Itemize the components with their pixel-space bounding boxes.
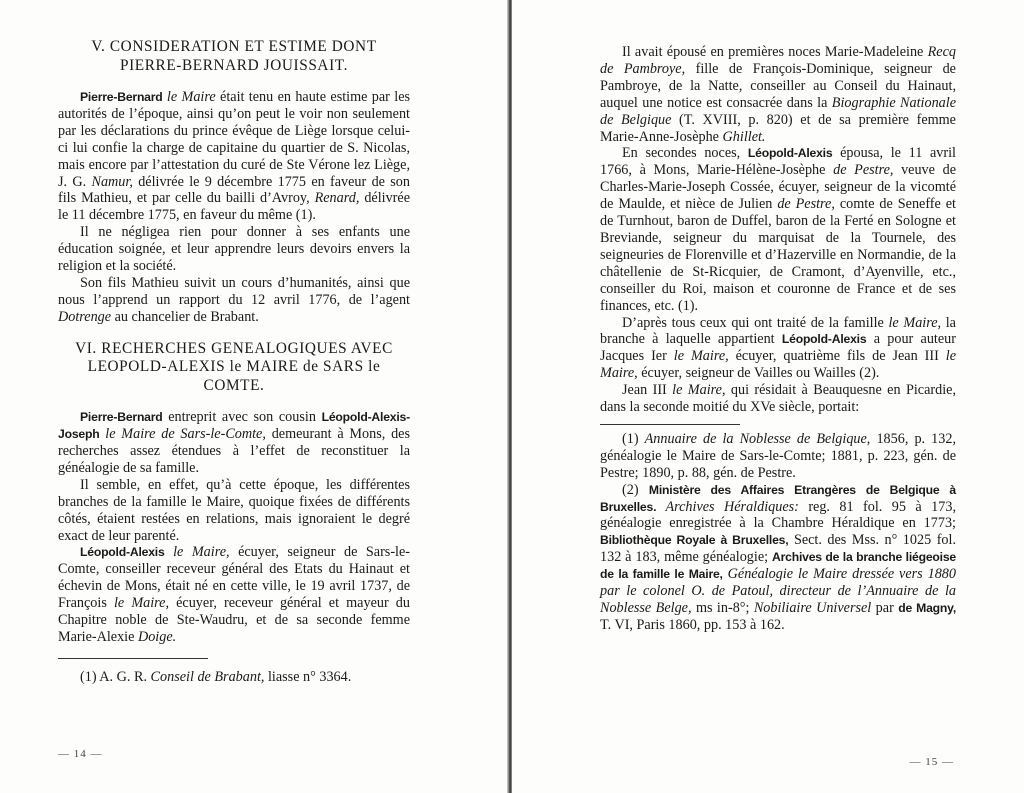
- text: liasse n° 3364.: [264, 668, 352, 685]
- surname: de Pestre,: [777, 196, 835, 213]
- text: était tenu en haute estime par les autorités de l’époque, ainsi qu’on peut le voir non seulement par les déclarations du prince évêque de Liège lorsque celui-ci lui confie la charge de capitaine du quartier de S. Nicolas, mais encore par l’attestation du curé de Ste Vérone lez Liège, J. G.: [58, 89, 411, 190]
- text: reg. 81 fol. 95 à 173, généalogie enregistrée à la Chambre Héraldique en 1773;: [600, 498, 956, 532]
- surname: le Maire,: [113, 595, 170, 612]
- section-6-title-line1: VI. RECHERCHES GENEALOGIQUES AVEC: [75, 339, 393, 357]
- paragraph: [600, 145, 956, 314]
- surname: Ghillet.: [722, 128, 766, 145]
- footnote: [600, 431, 956, 482]
- source-title: Nobiliaire Universel: [753, 600, 872, 616]
- text: écuyer, quatrième fils de Jean III: [728, 348, 946, 365]
- text: ms in-8°;: [691, 600, 754, 616]
- section-5-title: [58, 38, 410, 75]
- text: T. VI, Paris 1860, pp. 153 à 162.: [600, 616, 785, 633]
- person-name: Léopold-Alexis: [80, 545, 165, 560]
- name-renard: Renard,: [314, 190, 360, 207]
- institution: Archives de la branche liégeoise de la famille le Maire,: [600, 550, 956, 582]
- text: a pour auteur Jacques Ier: [600, 331, 956, 365]
- section-6-title-line2: LEOPOLD-ALEXIS le MAIRE de SARS le COMTE.: [87, 358, 381, 394]
- page-number: — 15 —: [909, 756, 954, 768]
- text: écuyer, seigneur de Sars-le-Comte, conseiller receveur général des Etats du Hainaut et échevin de Mons, était né en cette ville, le 19 avril 1737, de François: [58, 544, 411, 612]
- paragraph: [58, 275, 410, 326]
- text: délivrée le 11 décembre 1775, en faveur du même (1).: [58, 190, 410, 224]
- paragraph: [58, 409, 410, 477]
- footnotes: [600, 431, 956, 634]
- source-title: Archives Héraldiques:: [656, 498, 799, 515]
- text: Il avait épousé en premières noces Marie-Madeleine: [622, 44, 928, 60]
- paragraph: [600, 315, 956, 383]
- section-6-title: [58, 340, 410, 396]
- source-title: Conseil de Brabant,: [150, 668, 265, 685]
- text: Jean III: [622, 382, 673, 399]
- paragraph: [600, 382, 956, 416]
- text: En secondes noces,: [622, 145, 748, 162]
- person-name: Léopold-Alexis: [747, 146, 833, 161]
- surname: le Maire,: [600, 348, 956, 382]
- right-text-column: [600, 44, 956, 634]
- surname: le Maire,: [672, 382, 726, 399]
- surname: le Maire: [166, 89, 216, 105]
- text: fille de François-Dominique, seigneur de Pambroye, de la Natte, conseiller au Conseil du Hainaut, auquel une notice est consacrée dans la: [600, 60, 956, 111]
- text: délivrée le 9 décembre 1775 en faveur de son fils Mathieu, et par celle du bailli d’Avroy,: [58, 173, 410, 207]
- left-text-column: [58, 38, 410, 686]
- surname: le Maire,: [673, 348, 729, 365]
- footnote: [600, 482, 956, 634]
- name-namur: Namur,: [91, 173, 133, 190]
- book-title: Biographie Nationale de Belgique: [600, 94, 956, 128]
- name-dotrenge: Dotrenge: [58, 308, 112, 325]
- text: demeurant à Mons, des recherches assez étendues à l’effet de reconstituer la généalogie de sa famille.: [58, 426, 411, 476]
- text: (T. XVIII, p. 820) et de sa première femme Marie-Anne-Josèphe: [600, 111, 956, 145]
- surname: le Maire,: [173, 544, 230, 561]
- person-name: Pierre-Bernard: [80, 90, 163, 104]
- paragraph: [600, 44, 956, 145]
- paragraph: [58, 89, 410, 224]
- surname: le Maire de Sars-le-Comte,: [105, 426, 266, 443]
- text: 1856, p. 132, généalogie le Maire de Sars-le-Comte; 1881, p. 223, gén. de Pestre; 1890, p. 88, gén. de Pestre.: [600, 430, 957, 481]
- surname: de Pestre,: [833, 162, 894, 179]
- text: au chancelier de Brabant.: [111, 308, 259, 325]
- page-number: — 14 —: [58, 748, 103, 760]
- source-title: Annuaire de la Noblesse de Belgique,: [644, 430, 871, 447]
- text: écuyer, seigneur de Vailles ou Wailles (2).: [637, 365, 880, 382]
- text: comte de Seneffe et de Turnhout, baron de Duffel, baron de la Ferté en Sologne et Breviande, seigneur du marquisat de la Tournele, des seigneuries de Florenville et d’Hazerville en Normandie, de la châtellenie de St-Ricquier, de Cramont, d’Ayenville, etc., conseiller du Roi, maison et couronne de France et de ses finances, etc. (1).: [600, 196, 956, 314]
- text: veuve de Charles-Marie-Joseph Cossée, écuyer, seigneur de la vicomté de Maulde, et nièce de Julien: [600, 162, 956, 213]
- paragraph: Il semble, en effet, qu’à cette époque, les différentes branches de la famille le Maire, quoique fixées de différents côtés, étaient restées en relations, mais ignoraient le degré exact de leur parenté.: [58, 476, 410, 544]
- text: écuyer, receveur général et mayeur du Chapitre noble de Ste-Waudru, et de sa seconde femme Marie-Alexie: [58, 595, 410, 645]
- text: qui résidait à Beauquesne en Picardie, dans la seconde moitié du XVe siècle, portait:: [600, 382, 956, 416]
- surname: le Maire,: [888, 314, 942, 331]
- text: Son fils Mathieu suivit un cours d’humanités, ainsi que nous l’apprend un rapport du 12 avril 1776, de l’agent: [58, 274, 410, 308]
- text: (1): [622, 430, 645, 447]
- left-page: [0, 0, 510, 793]
- text: entreprit avec son cousin: [162, 409, 322, 426]
- paragraph: Il ne négligea rien pour donner à ses enfants une éducation soignée, et leur apprendre leurs devoirs envers la religion et la société.: [58, 224, 410, 275]
- footnote: [58, 669, 410, 686]
- text: (2): [622, 481, 649, 498]
- text: D’après tous ceux qui ont traité de la famille: [622, 314, 889, 331]
- institution: Ministère des Affaires Etrangères de Belgique à Bruxelles.: [600, 482, 956, 514]
- source-title: Généalogie le Maire dressée vers 1880 par le colonel O. de Patoul, directeur de l’Annuaire de la Noblesse Belge,: [600, 566, 956, 616]
- author-name: de Magny,: [898, 601, 957, 615]
- surname: Recq de Pambroye,: [600, 44, 956, 77]
- footnotes: [58, 669, 410, 686]
- text: Sect. des Mss. n° 1025 fol. 132 à 183, même généalogie;: [600, 532, 956, 566]
- right-page: [512, 0, 1024, 793]
- person-name: Pierre-Bernard: [80, 410, 163, 425]
- person-name: Léopold-Alexis-Joseph: [58, 410, 410, 442]
- paragraph: [58, 544, 410, 645]
- institution: Bibliothèque Royale à Bruxelles,: [600, 533, 789, 548]
- text: (1) A. G. R.: [80, 668, 151, 685]
- text: par: [871, 600, 899, 616]
- footnote-divider: [58, 658, 208, 659]
- surname: Doige.: [137, 628, 177, 645]
- text: la branche à laquelle appartient: [600, 314, 956, 348]
- section-5-title-line2: PIERRE-BERNARD JOUISSAIT.: [119, 56, 349, 74]
- text: épousa, le 11 avril 1766, à Mons, Marie-Hélène-Josèphe: [600, 145, 957, 179]
- footnote-divider: [600, 424, 740, 425]
- section-5-title-line1: V. CONSIDERATION ET ESTIME DONT: [91, 38, 377, 55]
- person-name: Léopold-Alexis: [781, 332, 867, 347]
